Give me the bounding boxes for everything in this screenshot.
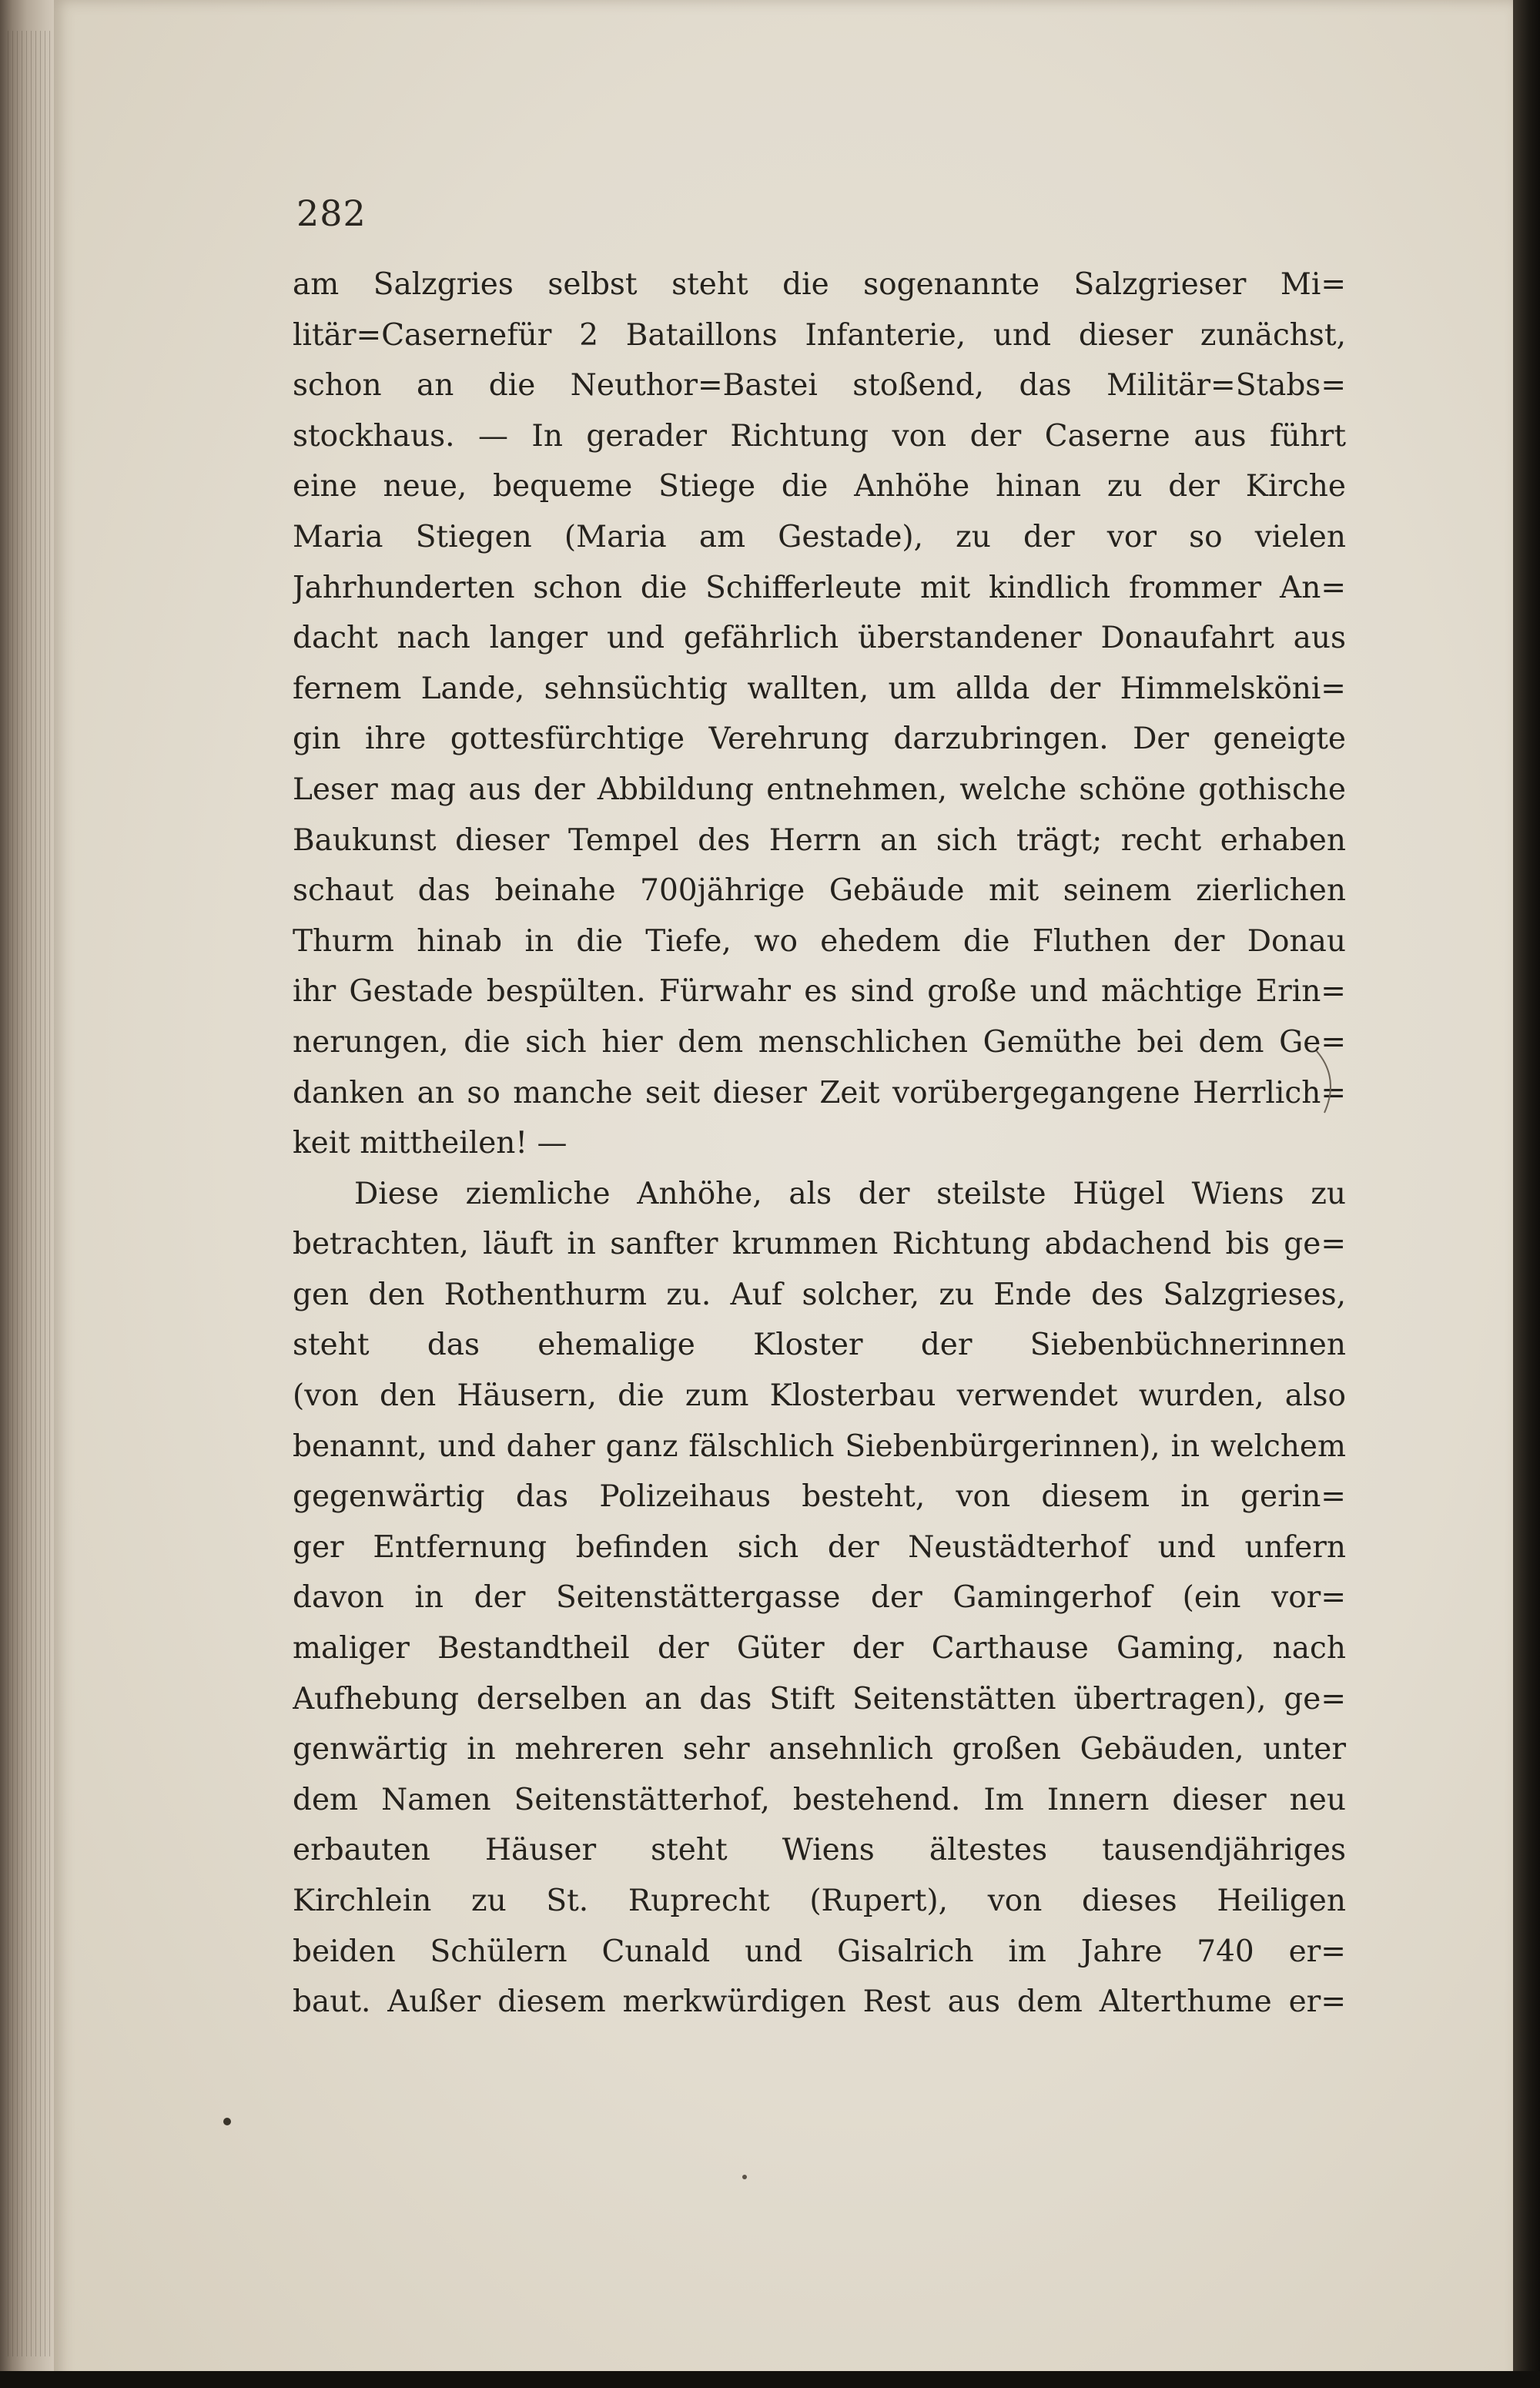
text-line: nerungen, die sich hier dem menschlichen Gemüthe bei dem Ge= <box>293 1024 1346 1060</box>
page-bottom-shadow <box>0 2371 1540 2388</box>
text-line: ihr Gestade bespülten. Fürwahr es sind große und mächtige Erin= <box>293 974 1346 1010</box>
text-line-paragraph-start: Diese ziemliche Anhöhe, als der steilste Hügel Wiens zu <box>354 1176 1346 1211</box>
text-line: (von den Häusern, die zum Klosterbau verwendet wurden, also <box>293 1378 1346 1414</box>
text-line: Aufhebung derselben an das Stift Seitenstätten übertragen), ge= <box>293 1681 1346 1716</box>
text-line: gen den Rothenthurm zu. Auf solcher, zu Ende des Salzgrieses, <box>293 1277 1346 1312</box>
text-line: am Salzgries selbst steht die sogenannte Salzgrieser Mi= <box>293 267 1346 302</box>
text-line: davon in der Seitenstättergasse der Gamingerhof (ein vor= <box>293 1580 1346 1616</box>
text-line: schaut das beinahe 700jährige Gebäude mit seinem zierlichen <box>293 873 1346 909</box>
text-line: betrachten, läuft in sanfter krummen Richtung abdachend bis ge= <box>293 1227 1346 1262</box>
body-text <box>293 260 1346 2028</box>
text-line: genwärtig in mehreren sehr ansehnlich großen Gebäuden, unter <box>293 1732 1346 1767</box>
text-line: Thurm hinab in die Tiefe, wo ehedem die Fluthen der Donau <box>293 923 1346 959</box>
text-line: Kirchlein zu St. Ruprecht (Rupert), von dieses Heiligen <box>293 1884 1346 1918</box>
page-speck-icon <box>739 2172 750 2182</box>
text-line: Leser mag aus der Abbildung entnehmen, welche schöne gothische <box>293 772 1346 807</box>
text-line: dacht nach langer und gefährlich überstandener Donaufahrt aus <box>293 621 1346 656</box>
text-line: schon an die Neuthor=Bastei stoßend, das Militär=Stabs= <box>293 368 1346 404</box>
text-line: Jahrhunderten schon die Schifferleute mit kindlich frommer An= <box>293 570 1346 605</box>
page-speck-icon <box>219 2114 235 2129</box>
text-line: baut. Außer diesem merkwürdigen Rest aus dem Alterthume er= <box>293 1984 1346 2020</box>
text-line: erbauten Häuser steht Wiens ältestes tausendjähriges <box>293 1833 1346 1868</box>
text-line: ger Entfernung befinden sich der Neustädterhof und unfern <box>293 1529 1346 1565</box>
text-line: gegenwärtig das Polizeihaus besteht, von diesem in gerin= <box>293 1479 1346 1515</box>
text-line: fernem Lande, sehnsüchtig wallten, um allda der Himmelsköni= <box>293 671 1346 706</box>
text-line: danken an so manche seit dieser Zeit vorübergegangene Herrlich= <box>293 1075 1346 1110</box>
margin-pencil-mark-icon <box>1309 1047 1355 1117</box>
text-line-paragraph-end: keit mittheilen! — <box>293 1126 567 1161</box>
text-line: dem Namen Seitenstätterhof, bestehend. Im Innern dieser neu <box>293 1782 1346 1817</box>
text-line: eine neue, bequeme Stiege die Anhöhe hinan zu der Kirche <box>293 469 1346 504</box>
page-number: 282 <box>296 193 367 234</box>
text-line: litär=Casernefür 2 Bataillons Infanterie, und dieser zunächst, <box>293 317 1346 353</box>
text-line: Baukunst dieser Tempel des Herrn an sich trägt; recht erhaben <box>293 822 1346 858</box>
text-line: gin ihre gottesfürchtige Verehrung darzubringen. Der geneigte <box>293 722 1346 757</box>
text-line: maliger Bestandtheil der Güter der Carthause Gaming, nach <box>293 1631 1346 1666</box>
text-line: benannt, und daher ganz fälschlich Siebenbürgerinnen), in welchem <box>293 1428 1346 1464</box>
book-binding-right <box>1513 0 1540 2388</box>
text-line: stockhaus. — In gerader Richtung von der Caserne aus führt <box>293 418 1346 454</box>
text-line: beiden Schülern Cunald und Gisalrich im Jahre 740 er= <box>293 1934 1346 1969</box>
page-edge-texture <box>8 31 54 2356</box>
text-line: Maria Stiegen (Maria am Gestade), zu der vor so vielen <box>293 519 1346 554</box>
book-page-edge <box>0 0 60 2388</box>
text-line: steht das ehemalige Kloster der Siebenbüchnerinnen <box>293 1328 1346 1363</box>
